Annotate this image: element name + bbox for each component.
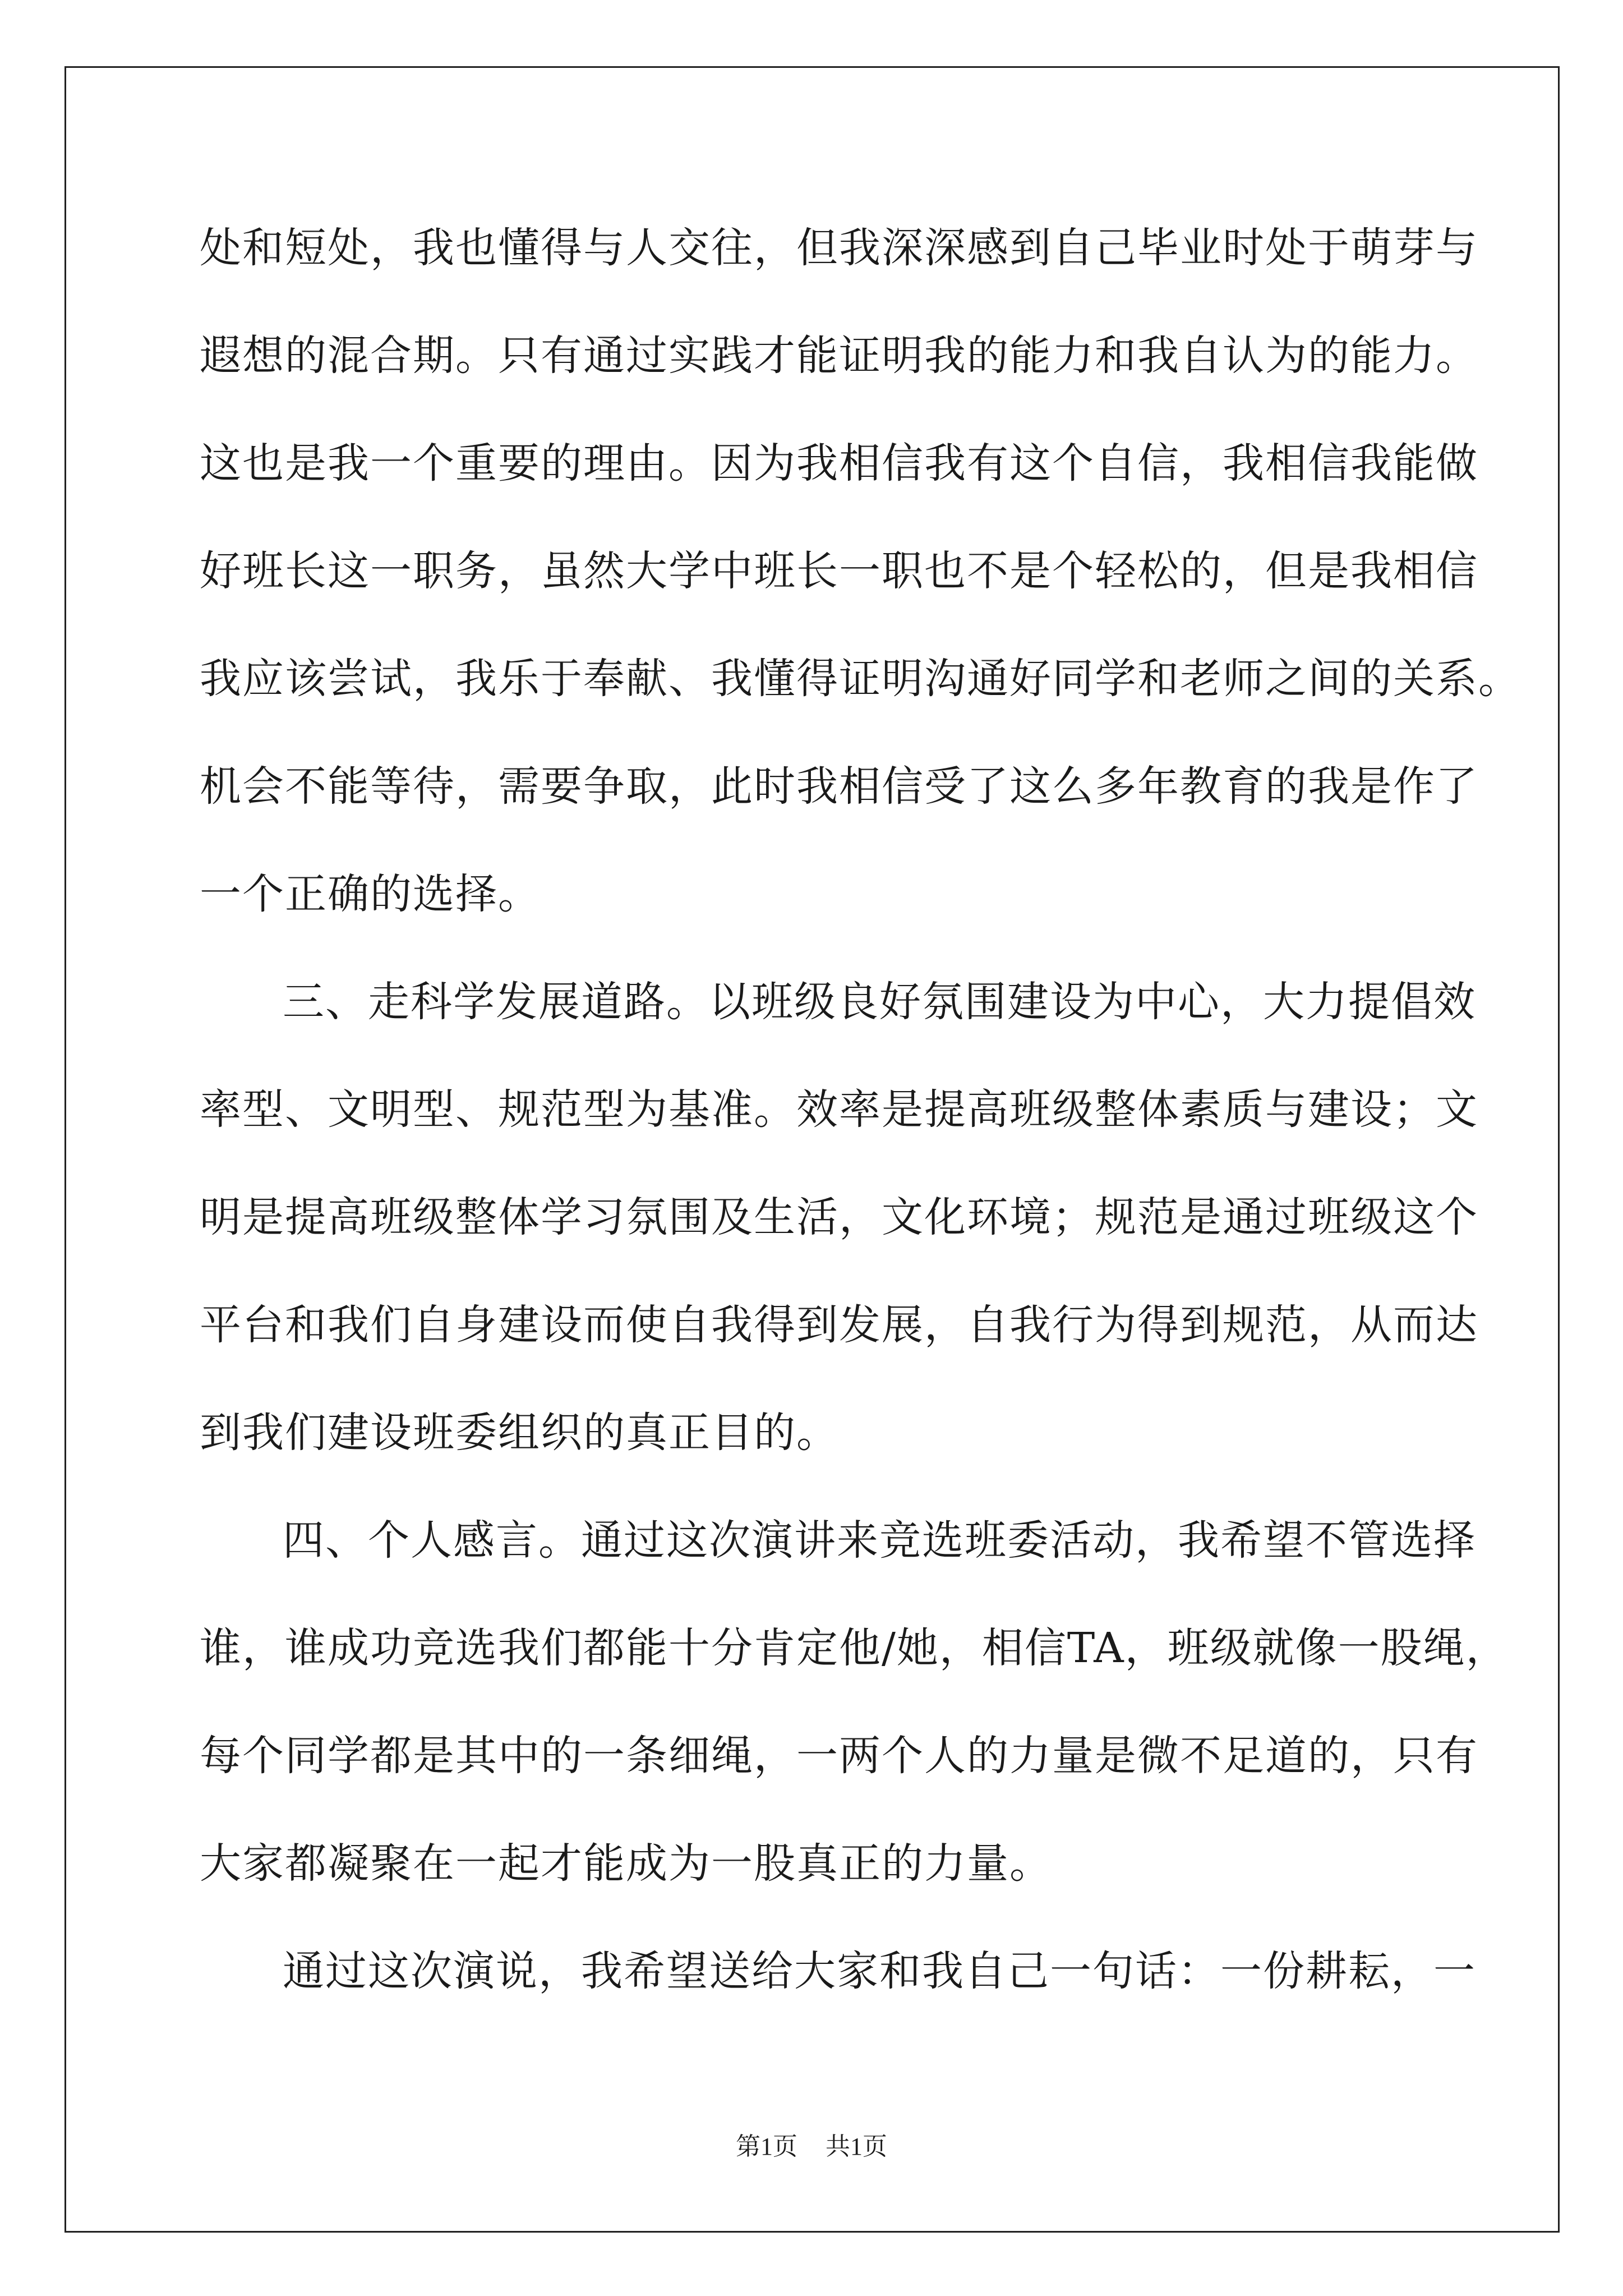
text-line-12: 到我们建设班委组织的真正目的。 [200,1409,839,1457]
text-line-3: 这也是我一个重要的理由。因为我相信我有这个自信，我相信我能做 [200,439,1478,487]
text-line-10: 明是提高班级整体学习氛围及生活，文化环境；规范是通过班级这个 [200,1193,1478,1241]
text-line-1: 处和短处，我也懂得与人交往，但我深深感到自己毕业时处于萌芽与 [200,224,1478,272]
page-number-current: 第1页 [736,2133,797,2160]
paragraph-three-start: 三、走科学发展道路。以班级良好氛围建设为中心，大力提倡效 [283,978,1476,1026]
closing-paragraph-start: 通过这次演说，我希望送给大家和我自己一句话：一份耕耘，一 [283,1947,1476,1995]
text-line-14: 谁，谁成功竞选我们都能十分肯定他/她，相信TA，班级就像一股绳， [200,1624,1509,1672]
page-footer [0,2126,1623,2162]
text-line-9: 率型、文明型、规范型为基准。效率是提高班级整体素质与建设；文 [200,1085,1478,1134]
text-line-16: 大家都凝聚在一起才能成为一股真正的力量。 [200,1839,1052,1888]
paragraph-four-start: 四、个人感言。通过这次演讲来竞选班委活动，我希望不管选择 [283,1516,1476,1565]
page-number-total: 共1页 [826,2133,887,2160]
text-line-5: 我应该尝试，我乐于奉献、我懂得证明沟通好同学和老师之间的关系。 [200,655,1521,703]
text-line-15: 每个同学都是其中的一条细绳，一两个人的力量是微不足道的，只有 [200,1732,1478,1780]
text-line-4: 好班长这一职务，虽然大学中班长一职也不是个轻松的，但是我相信 [200,547,1478,595]
text-line-6: 机会不能等待，需要争取，此时我相信受了这么多年教育的我是作了 [200,762,1478,811]
document-body [200,213,1521,2044]
text-line-7: 一个正确的选择。 [200,870,541,918]
text-line-2: 遐想的混合期。只有通过实践才能证明我的能力和我自认为的能力。 [200,332,1478,380]
text-line-11: 平台和我们自身建设而使自我得到发展，自我行为得到规范，从而达 [200,1301,1478,1349]
